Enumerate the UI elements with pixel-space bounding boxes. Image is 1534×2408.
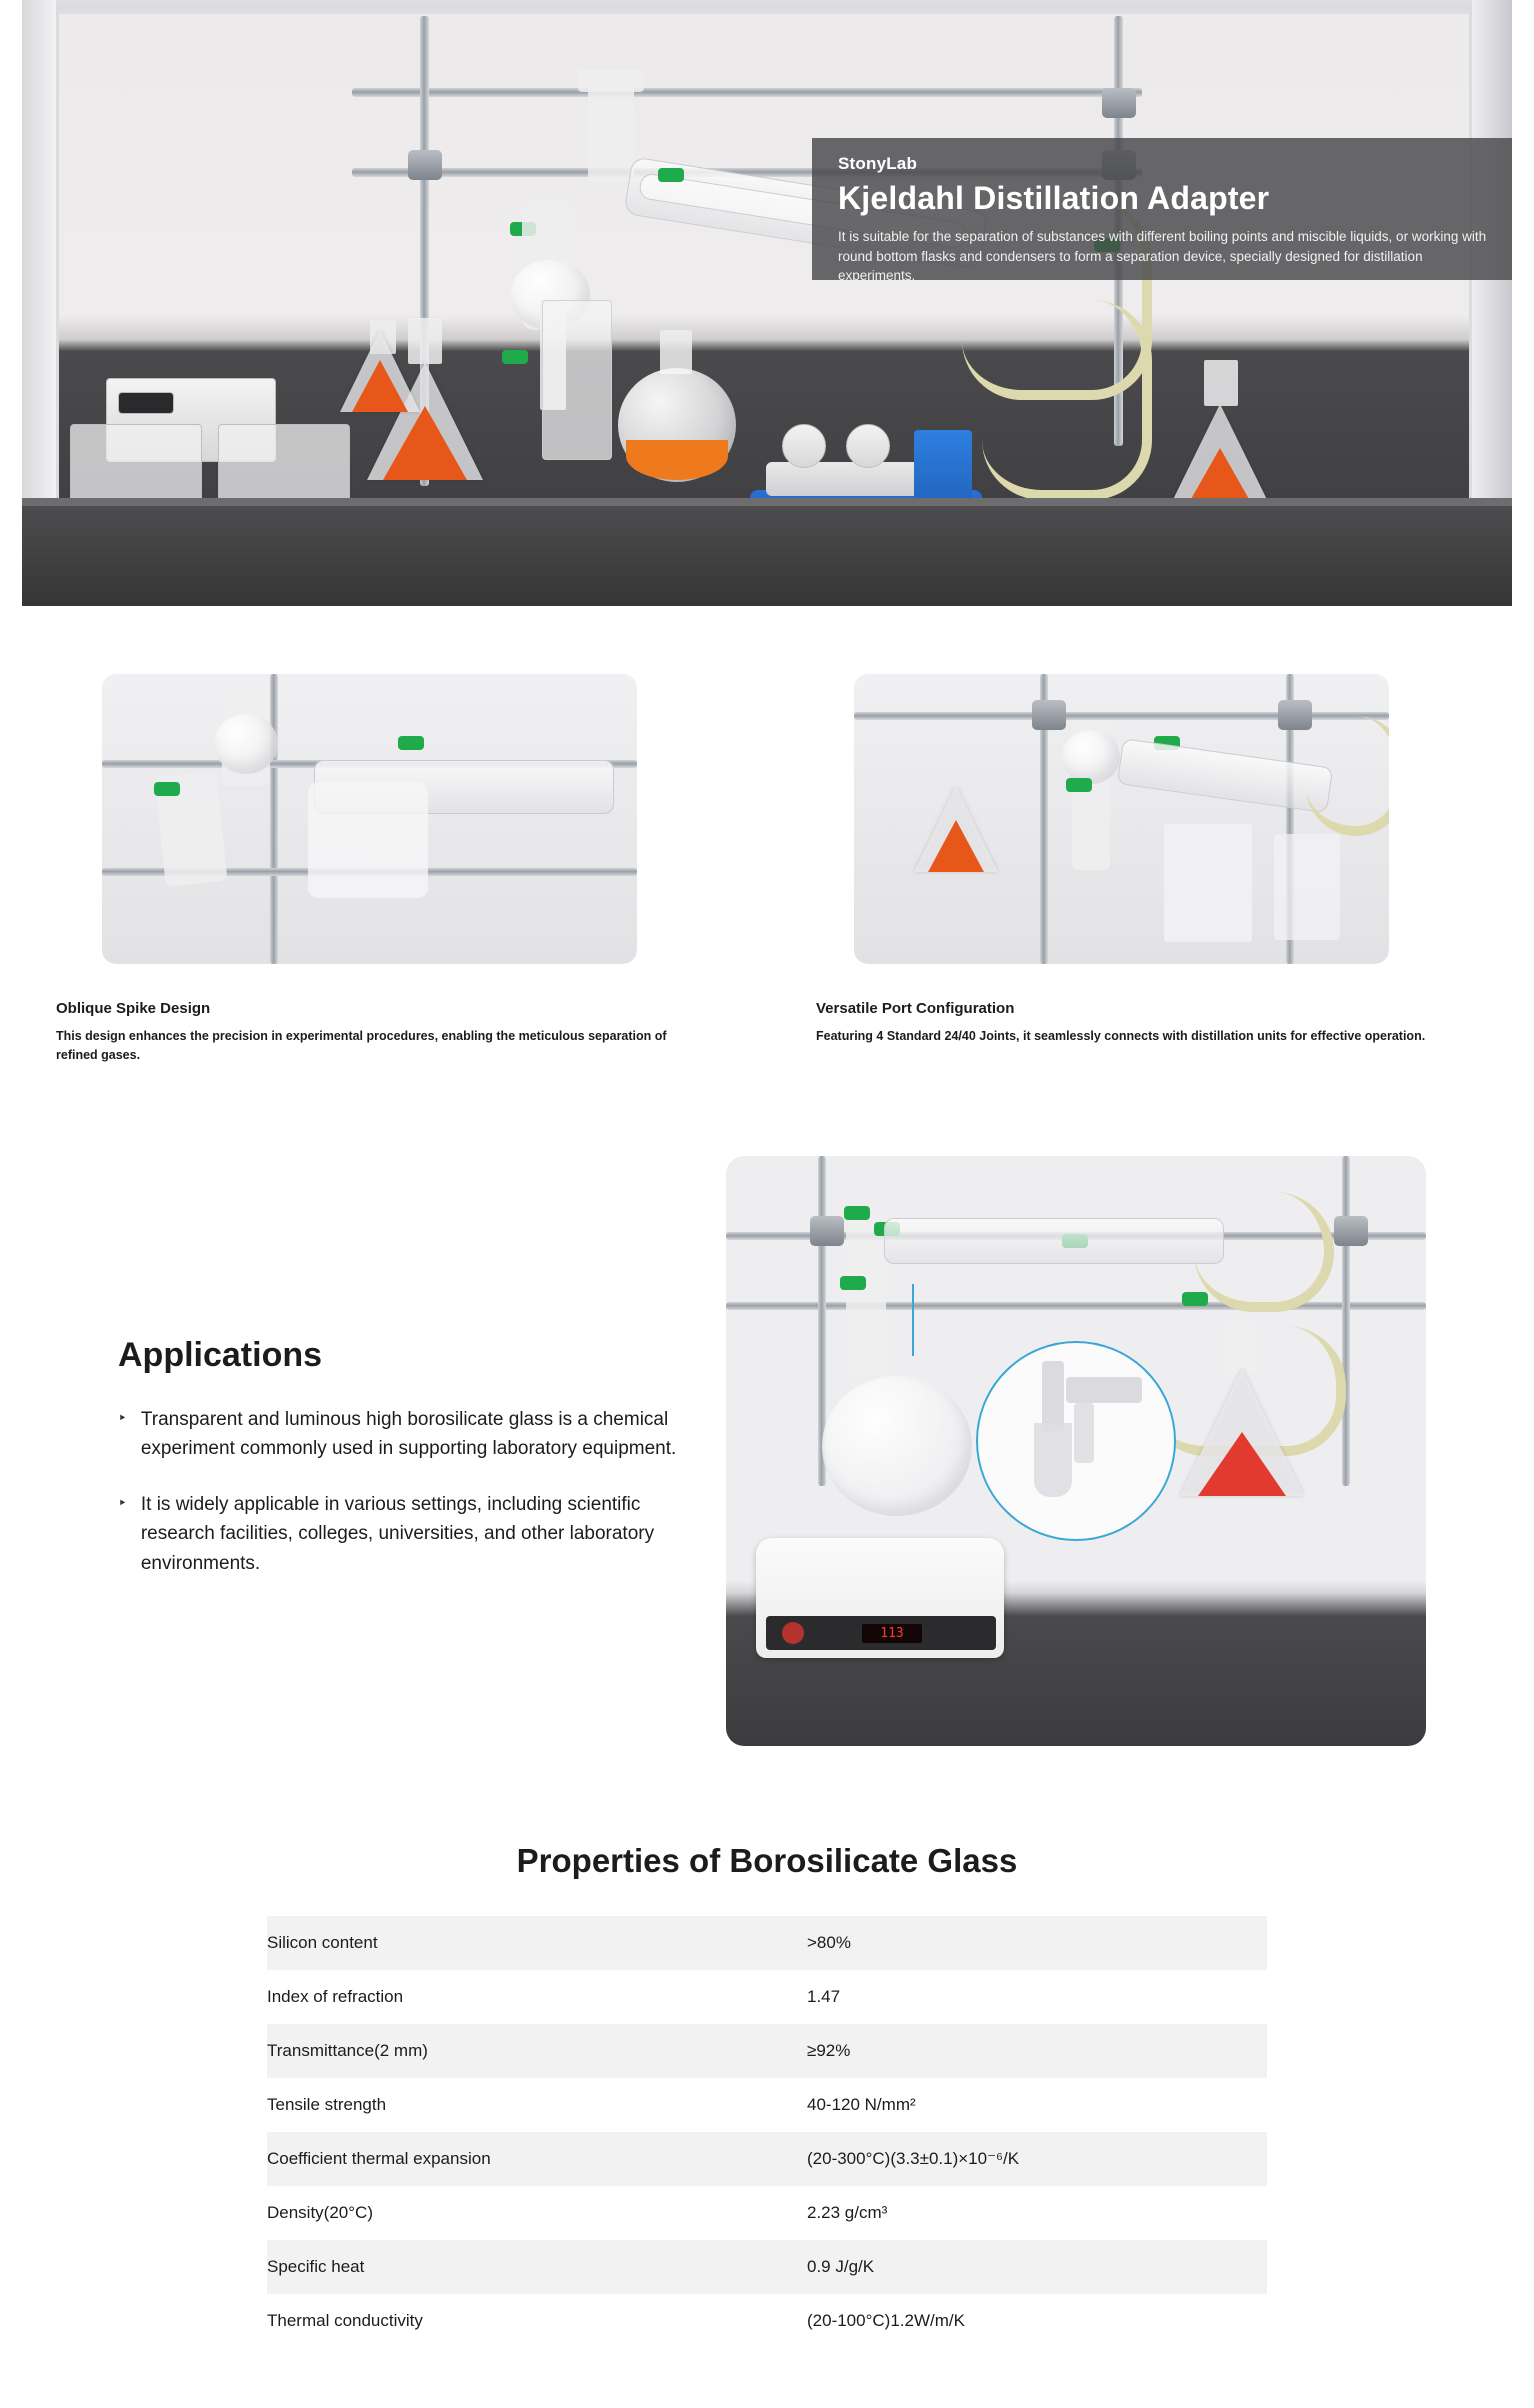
properties-table bbox=[267, 1916, 1267, 2348]
apps-tubing-upper bbox=[1194, 1192, 1334, 1312]
feature2-clamp-right bbox=[1278, 700, 1312, 730]
feature-text: This design enhances the precision in experimental procedures, enabling the meticulous separation of refined gases. bbox=[56, 1029, 667, 1063]
joint-clip-green-1 bbox=[658, 168, 684, 182]
table-row bbox=[267, 2240, 1267, 2294]
feature1-clip-green-right bbox=[398, 736, 424, 750]
apps-clip-green-5 bbox=[1182, 1292, 1208, 1306]
apps-clip-green-2 bbox=[840, 1276, 866, 1290]
applications-list bbox=[118, 1405, 716, 1578]
erlenmeyer-left-liquid bbox=[383, 406, 467, 480]
property-name: Index of refraction bbox=[267, 1986, 404, 2006]
list-item bbox=[118, 1490, 716, 1578]
callout-adapter-drip-tip bbox=[1074, 1403, 1094, 1463]
apps-clamp-left bbox=[810, 1216, 844, 1246]
feature-section bbox=[0, 674, 1534, 1066]
properties-section bbox=[0, 1842, 1534, 2408]
applications-section bbox=[0, 1156, 1534, 1746]
apps-receiving-flask-liquid bbox=[1198, 1432, 1286, 1496]
apps-condenser bbox=[884, 1218, 1224, 1264]
callout-zoom-circle bbox=[976, 1341, 1176, 1541]
property-value: ≥92% bbox=[807, 2040, 851, 2060]
feature2-erlenmeyer-left-liquid bbox=[928, 820, 984, 872]
stirrer-flask-holder-left bbox=[782, 424, 826, 468]
rod-clamp-left bbox=[408, 150, 442, 180]
joint-clip-green-4 bbox=[502, 350, 528, 364]
list-item bbox=[118, 1405, 716, 1464]
applications-image bbox=[726, 1156, 1426, 1746]
temperature-display: 113 bbox=[862, 1624, 922, 1643]
feature2-cylinder bbox=[1164, 824, 1252, 942]
callout-adapter-side-arm bbox=[1066, 1377, 1142, 1403]
lab-bench bbox=[22, 506, 1512, 606]
feature2-condenser bbox=[1117, 738, 1333, 813]
property-value: (20-100°C)1.2W/m/K bbox=[807, 2310, 965, 2330]
hero-photo bbox=[22, 0, 1512, 606]
list-item-text: Transparent and luminous high borosilicate glass is a chemical experiment commonly used in supporting laboratory equipment. bbox=[140, 1408, 677, 1460]
feature-card-oblique-spike bbox=[56, 674, 676, 1066]
power-supply-display bbox=[118, 392, 174, 414]
property-value: 40-120 N/mm² bbox=[807, 2094, 916, 2114]
feature2-tubing bbox=[1306, 716, 1389, 836]
table-row bbox=[267, 2078, 1267, 2132]
product-title: Kjeldahl Distillation Adapter bbox=[838, 180, 1270, 216]
temperature-knob[interactable] bbox=[782, 1622, 804, 1644]
applications-heading: Applications bbox=[118, 1335, 323, 1374]
property-name: Thermal conductivity bbox=[267, 2310, 423, 2330]
product-description: It is suitable for the separation of substances with different boiling points and miscible liquids, or working with round bottom flasks and condensers to form a separation device, specially designed for distillation experiments. bbox=[838, 229, 1487, 284]
table-row bbox=[267, 2132, 1267, 2186]
property-value: 0.9 J/g/K bbox=[807, 2256, 875, 2276]
table-row bbox=[267, 2294, 1267, 2348]
heating-mantle-control-panel bbox=[766, 1616, 996, 1650]
feature2-clip-green-1 bbox=[1066, 778, 1092, 792]
hero-banner bbox=[22, 0, 1512, 606]
brand-name: StonyLab bbox=[838, 154, 918, 173]
property-name: Silicon content bbox=[267, 1932, 378, 1952]
feature1-clip-green-left bbox=[154, 782, 180, 796]
feature2-bulb bbox=[1062, 730, 1120, 784]
table-row bbox=[267, 1970, 1267, 2024]
callout-adapter-stem bbox=[1042, 1361, 1064, 1431]
stirrer-flask-holder-right bbox=[846, 424, 890, 468]
feature2-clamp-left bbox=[1032, 700, 1066, 730]
apps-rod-vertical-right bbox=[1342, 1156, 1350, 1486]
feature-image-oblique-spike bbox=[102, 674, 637, 964]
apps-clamp-right bbox=[1334, 1216, 1368, 1246]
feature-text: Featuring 4 Standard 24/40 Joints, it seamlessly connects with distillation units for effective operation. bbox=[816, 1029, 1426, 1043]
property-name: Specific heat bbox=[267, 2256, 365, 2276]
property-name: Coefficient thermal expansion bbox=[267, 2148, 491, 2168]
callout-adapter-u-bend bbox=[1034, 1423, 1072, 1497]
table-row bbox=[267, 2024, 1267, 2078]
feature1-spike-column bbox=[308, 782, 428, 898]
apps-adapter-column bbox=[846, 1216, 886, 1376]
feature1-rod-vertical bbox=[270, 674, 278, 964]
feature-title: Versatile Port Configuration bbox=[816, 1000, 1015, 1017]
rod-clamp-right-upper bbox=[1102, 88, 1136, 118]
list-item-text: It is widely applicable in various settings, including scientific research facilities, colleges, universities, and other laboratory environments. bbox=[140, 1493, 655, 1574]
feature2-beaker bbox=[1274, 834, 1340, 940]
support-rod-horizontal-upper bbox=[352, 88, 1142, 97]
bullet-arrow-icon: ‣ bbox=[118, 1409, 127, 1427]
erlenmeyer-small-liquid bbox=[352, 360, 408, 412]
property-value: >80% bbox=[807, 1932, 851, 1952]
hero-caption-overlay bbox=[812, 138, 1512, 284]
properties-heading: Properties of Borosilicate Glass bbox=[516, 1841, 1018, 1879]
table-row bbox=[267, 1916, 1267, 1970]
erlenmeyer-right-neck bbox=[1204, 360, 1238, 406]
feature-image-port-configuration bbox=[854, 674, 1389, 964]
apps-rod-horizontal-lower bbox=[726, 1302, 1426, 1310]
property-value: 2.23 g/cm³ bbox=[807, 2202, 888, 2222]
property-name: Tensile strength bbox=[267, 2094, 387, 2114]
table-row bbox=[267, 2186, 1267, 2240]
property-value: 1.47 bbox=[807, 1986, 841, 2006]
apps-clip-green-1 bbox=[844, 1206, 870, 1220]
apps-round-bottom-flask bbox=[822, 1376, 972, 1516]
feature-title: Oblique Spike Design bbox=[56, 1000, 211, 1017]
callout-leader-line bbox=[912, 1284, 1002, 1356]
distillation-head-neck bbox=[588, 86, 634, 182]
feature-card-port-configuration bbox=[816, 674, 1436, 1066]
graduated-cylinder bbox=[542, 300, 612, 460]
property-name: Transmittance(2 mm) bbox=[267, 2040, 428, 2060]
applications-text-column bbox=[56, 1156, 716, 1604]
bullet-arrow-icon: ‣ bbox=[118, 1494, 127, 1512]
property-name: Density(20°C) bbox=[267, 2202, 373, 2222]
apps-receiving-flask-neck bbox=[1224, 1324, 1258, 1374]
distillation-head-top-joint bbox=[578, 70, 644, 92]
silicone-tubing-lower bbox=[982, 300, 1152, 500]
property-value: (20-300°C)(3.3±0.1)×10⁻⁶/K bbox=[807, 2148, 1020, 2168]
feature1-bulb bbox=[214, 714, 278, 774]
